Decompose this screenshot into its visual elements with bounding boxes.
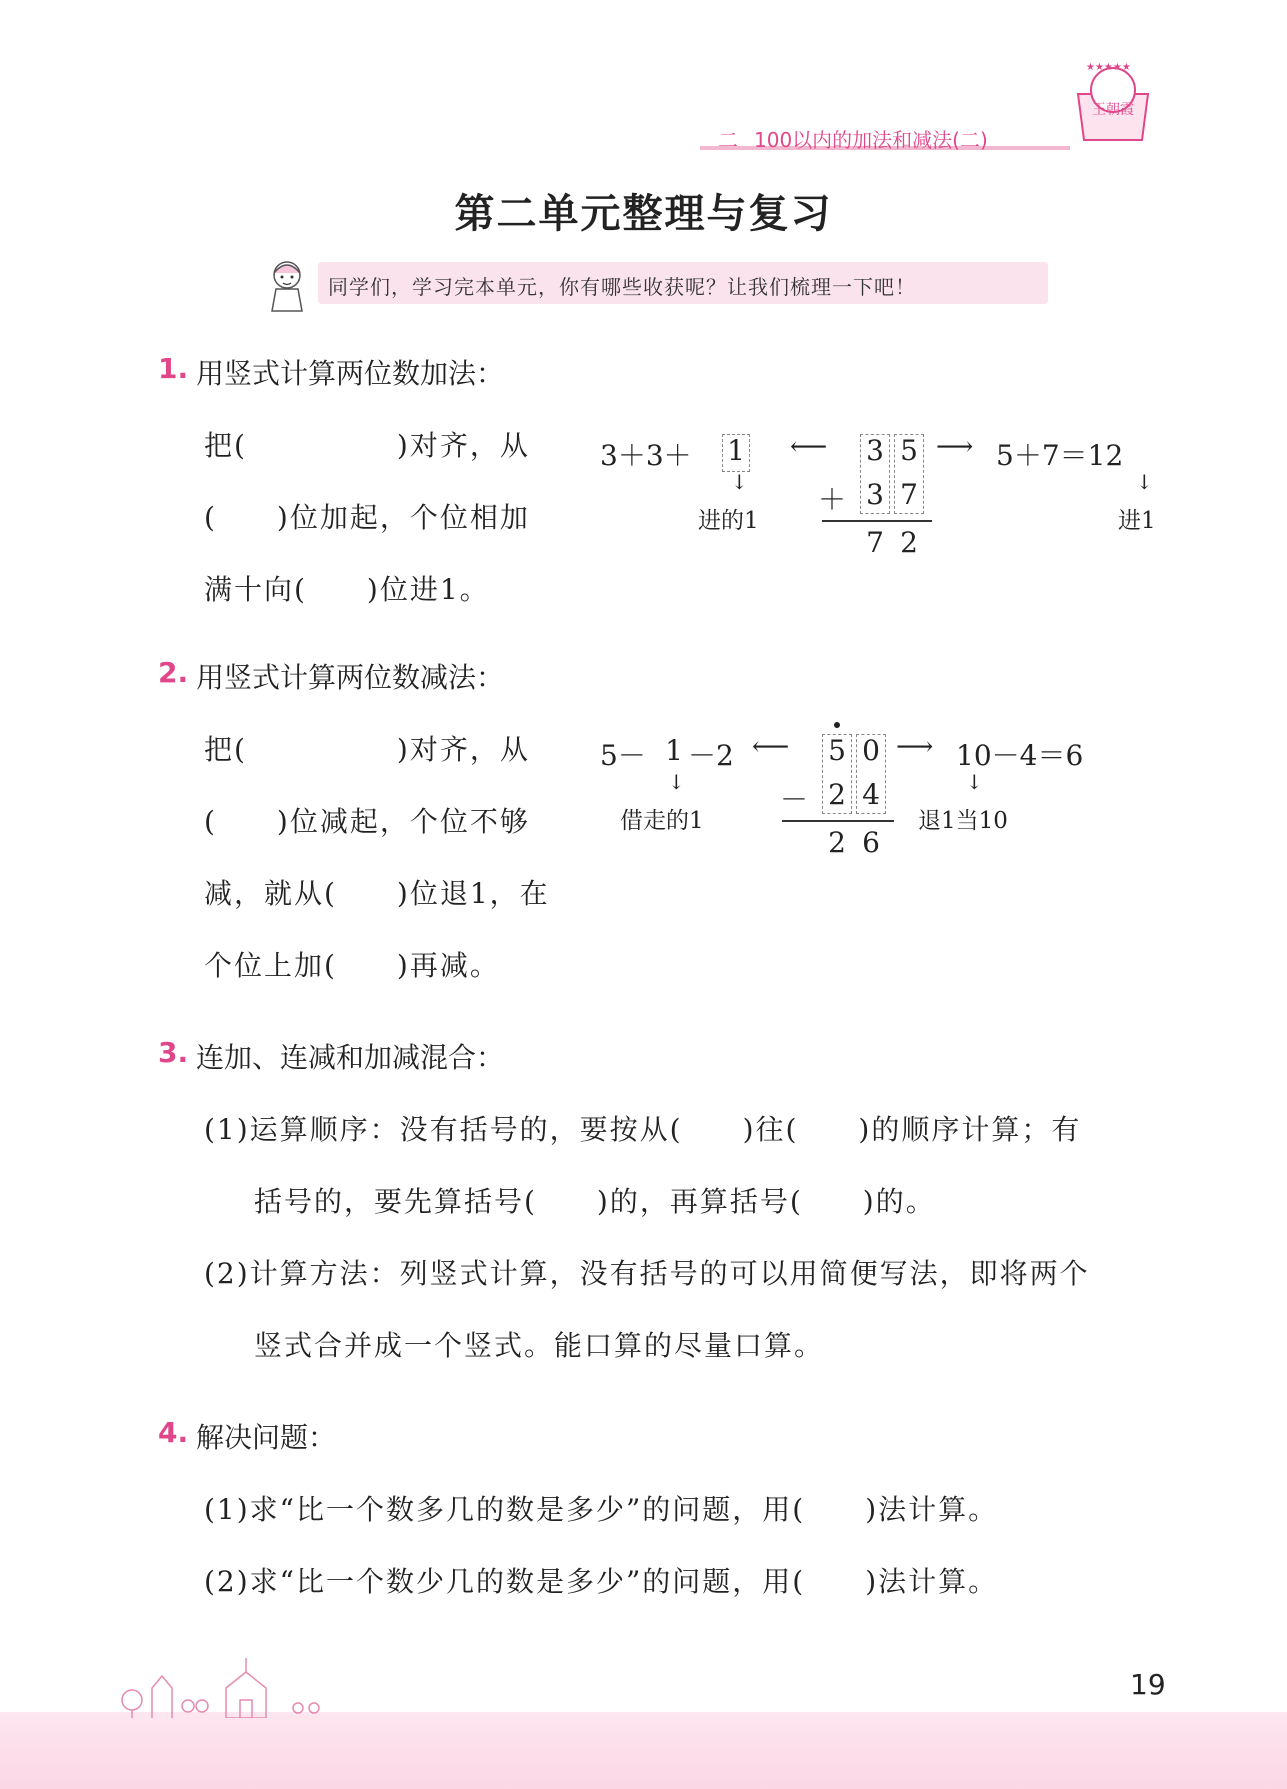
right-arrow-icon: ⟶	[936, 432, 974, 462]
s3-line-2: 括号的，要先算括号( )的，再算括号( )的。	[254, 1185, 936, 1218]
castle-illustration-icon	[118, 1648, 348, 1718]
down-arrow-icon: ↓	[1136, 470, 1153, 494]
section-4-title: 解决问题：	[196, 1421, 337, 1454]
s4-line-2: (2)求“比一个数少几的数是多少”的问题，用( )法计算。	[204, 1565, 999, 1598]
right-arrow-icon: ⟶	[896, 732, 934, 762]
s2-left-note: 借走的1	[620, 808, 704, 834]
footer-band	[0, 1712, 1287, 1789]
s1-mid-tens: 3	[866, 478, 884, 511]
s1-line-3: 满十向( )位进1。	[204, 573, 490, 606]
section-3-number: 3.	[158, 1036, 189, 1069]
left-arrow-icon: ⟵	[790, 432, 828, 462]
s2-top-ones: 0	[862, 734, 880, 767]
left-arrow-icon: ⟵	[752, 732, 790, 762]
intro-text: 同学们，学习完本单元，你有哪些收获呢？让我们梳理一下吧！	[328, 275, 916, 299]
section-1-title: 用竖式计算两位数加法：	[196, 357, 505, 390]
chapter-header	[718, 124, 988, 153]
s1-result-tens: 7	[866, 526, 884, 559]
s2-diff-line	[782, 820, 894, 822]
s4-line-1: (1)求“比一个数多几的数是多少”的问题，用( )法计算。	[204, 1493, 999, 1526]
chapter-number: 二	[718, 128, 738, 152]
chapter-title: 100以内的加法和减法(二)	[754, 128, 988, 152]
s2-line-2: ( )位减起，个位不够	[204, 805, 530, 838]
section-2-title: 用竖式计算两位数减法：	[196, 661, 505, 694]
s2-top-tens: 5	[828, 734, 846, 767]
logo-text: 王朝霞	[1092, 102, 1134, 118]
s1-left-expr: 3＋3＋	[600, 439, 692, 472]
page-number: 19	[1130, 1668, 1166, 1701]
s1-line-2: ( )位加起，个位相加	[204, 501, 530, 534]
down-arrow-icon: ↓	[668, 770, 685, 794]
s1-top-ones: 5	[900, 434, 918, 467]
s1-sum-line	[822, 520, 932, 522]
svg-text:★★★★★: ★★★★★	[1086, 62, 1131, 73]
s3-line-3: (2)计算方法：列竖式计算，没有括号的可以用简便写法，即将两个	[204, 1257, 1090, 1290]
s2-mid-ones: 4	[862, 778, 880, 811]
s1-right-expr: 5＋7＝12	[996, 439, 1124, 472]
section-2-number: 2.	[158, 656, 189, 689]
down-arrow-icon: ↓	[731, 470, 748, 494]
section-3-title: 连加、连减和加减混合：	[196, 1041, 505, 1074]
s1-carry-digit: 1	[727, 434, 745, 467]
girl-mascot-icon	[262, 255, 312, 315]
s2-result-ones: 6	[862, 826, 880, 859]
s1-right-note: 进1	[1118, 508, 1156, 534]
s2-minus-sign: －	[780, 783, 809, 816]
s1-top-tens: 3	[866, 434, 884, 467]
section-1-number: 1.	[158, 352, 189, 385]
s2-borrow-digit: 1	[665, 734, 683, 767]
s1-line-1: 把( )对齐，从	[204, 429, 530, 462]
s2-line-4: 个位上加( )再减。	[204, 949, 500, 982]
s2-mid-tens: 2	[828, 778, 846, 811]
s2-right-expr: 10－4＝6	[956, 739, 1084, 772]
section-4-number: 4.	[158, 1416, 189, 1449]
s3-line-4: 竖式合并成一个竖式。能口算的尽量口算。	[254, 1329, 825, 1362]
s1-left-note: 进的1	[698, 508, 759, 534]
page-title: 第二单元整理与复习	[454, 191, 833, 237]
s1-mid-ones: 7	[900, 478, 918, 511]
s3-line-1: (1)运算顺序：没有括号的，要按从( )往( )的顺序计算；有	[204, 1113, 1082, 1146]
s2-line-3: 减，就从( )位退1，在	[204, 877, 550, 910]
s2-line-1: 把( )对齐，从	[204, 733, 530, 766]
down-arrow-icon: ↓	[966, 770, 983, 794]
s2-left-expr-a: 5－	[600, 739, 646, 772]
s1-plus-sign: ＋	[818, 483, 847, 516]
brand-logo	[1072, 60, 1154, 150]
borrow-dot	[834, 722, 840, 728]
s1-result-ones: 2	[900, 526, 918, 559]
s2-result-tens: 2	[828, 826, 846, 859]
s2-right-note: 退1当10	[918, 808, 1008, 834]
s2-left-expr-b: －2	[688, 739, 734, 772]
